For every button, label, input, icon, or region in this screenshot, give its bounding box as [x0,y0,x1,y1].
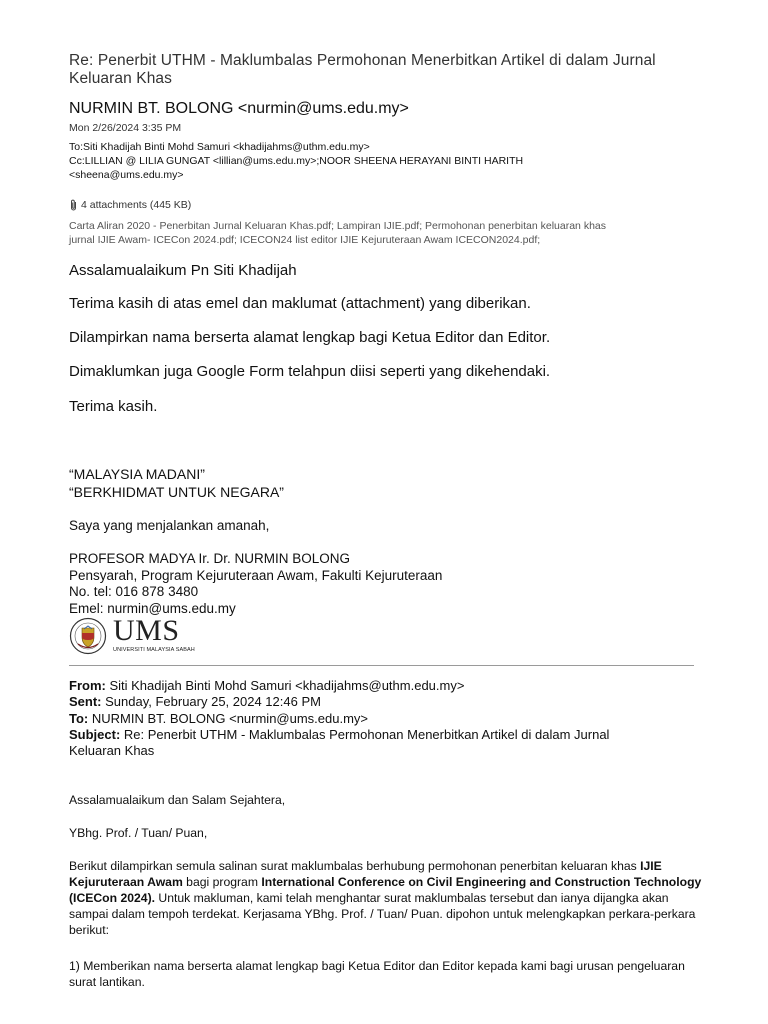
forward-from [69,678,709,694]
reply-paragraph: Terima kasih di atas emel dan maklumat (attachment) yang diberikan. [69,295,531,312]
cc-recipients[interactable]: Cc:LILLIAN @ LILIA GUNGAT <lillian@ums.edu.my>;NOOR SHEENA HERAYANI BINTI HARITH [69,155,524,167]
divider [69,665,694,666]
signature-position: Pensyarah, Program Kejuruteraan Awam, Fakulti Kejuruteraan [69,568,443,583]
paragraph-text: Berikut dilampirkan semula salinan surat maklumbalas berhubung permohonan penerbitan keluaran khas [69,859,641,873]
subject-label: Subject: [69,727,121,742]
forward-salutation: YBhg. Prof. / Tuan/ Puan, [69,826,208,840]
sent-value: Sunday, February 25, 2024 12:46 PM [101,694,321,709]
paragraph-bold: International Conference on Civil Engineering and Construction Technology (ICECon 2024). [69,875,702,905]
to-value[interactable]: NURMIN BT. BOLONG <nurmin@ums.edu.my> [88,711,369,726]
cc-recipients-continued[interactable]: <sheena@ums.edu.my> [69,169,184,181]
paragraph-bold: IJIE Kejuruteraan Awam [69,859,662,889]
attachments-list[interactable] [69,219,699,247]
reply-paragraph: Dilampirkan nama berserta alamat lengkap bagi Ketua Editor dan Editor. [69,329,551,346]
reply-paragraph: Dimaklumkan juga Google Form telahpun diisi seperti yang dikehendaki. [69,363,551,380]
attachments-line[interactable]: Carta Aliran 2020 - Penerbitan Jurnal Keluaran Khas.pdf; Lampiran IJIE.pdf; Permohonan penerbitan keluaran khas [69,220,606,232]
signature-phone: No. tel: 016 878 3480 [69,584,199,599]
forward-paragraph [69,858,709,938]
recipients-block [69,140,689,182]
forward-subject [69,727,709,743]
university-seal-icon [69,617,107,655]
subject-value: Re: Penerbit UTHM - Maklumbalas Permohonan Menerbitkan Artikel di dalam Jurnal [120,727,610,742]
signature-slogan: “BERKHIDMAT UNTUK NEGARA” [69,484,284,500]
sent-label: Sent: [69,694,102,709]
forward-greeting: Assalamualaikum dan Salam Sejahtera, [69,793,286,807]
attachments-summary[interactable] [69,199,191,211]
ums-logo [69,614,195,657]
signature-email[interactable]: Emel: nurmin@ums.edu.my [69,601,236,616]
forward-subject-continued: Keluaran Khas [69,743,155,758]
email-sender[interactable]: NURMIN BT. BOLONG <nurmin@ums.edu.my> [69,100,409,117]
paragraph-text: Untuk makluman, kami telah menghantar surat maklumbalas tersebut dan ianya dijangka akan sampai dalam tempoh terdekat. Kerjasama YBhg. Prof. / Tuan/ Puan. dipohon untuk melengkapkan perkara-perkara berikut: [69,891,696,937]
signature-amanah: Saya yang menjalankan amanah, [69,518,270,533]
signature-slogan: “MALAYSIA MADANI” [69,466,205,482]
logo-wordmark: UMS [113,614,180,647]
attachments-count: 4 attachments (445 KB) [81,199,192,211]
paperclip-icon [69,199,78,211]
logo-subtitle: UNIVERSITI MALAYSIA SABAH [113,647,195,653]
to-label: To: [69,711,89,726]
from-label: From: [69,678,106,693]
email-subject: Re: Penerbit UTHM - Maklumbalas Permohonan Menerbitkan Artikel di dalam Jurnal Keluaran Khas [69,52,656,87]
from-value[interactable]: Siti Khadijah Binti Mohd Samuri <khadijahms@uthm.edu.my> [105,678,465,693]
forward-to [69,711,709,727]
signature-name: PROFESOR MADYA Ir. Dr. NURMIN BOLONG [69,551,351,566]
reply-greeting: Assalamualaikum Pn Siti Khadijah [69,262,297,279]
attachments-line[interactable]: jurnal IJIE Awam- ICECon 2024.pdf; ICECON24 list editor IJIE Kejuruteraan Awam ICECON2024.pdf; [69,234,541,246]
reply-closing: Terima kasih. [69,398,158,415]
forward-paragraph: 1) Memberikan nama berserta alamat lengkap bagi Ketua Editor dan Editor kepada kami bagi urusan pengeluaran surat lantikan. [69,959,685,989]
email-date: Mon 2/26/2024 3:35 PM [69,122,182,134]
to-recipients[interactable]: To:Siti Khadijah Binti Mohd Samuri <khadijahms@uthm.edu.my> [69,141,370,153]
paragraph-text: bagi program [182,875,262,889]
forward-sent [69,694,709,710]
logo-text [113,614,195,653]
